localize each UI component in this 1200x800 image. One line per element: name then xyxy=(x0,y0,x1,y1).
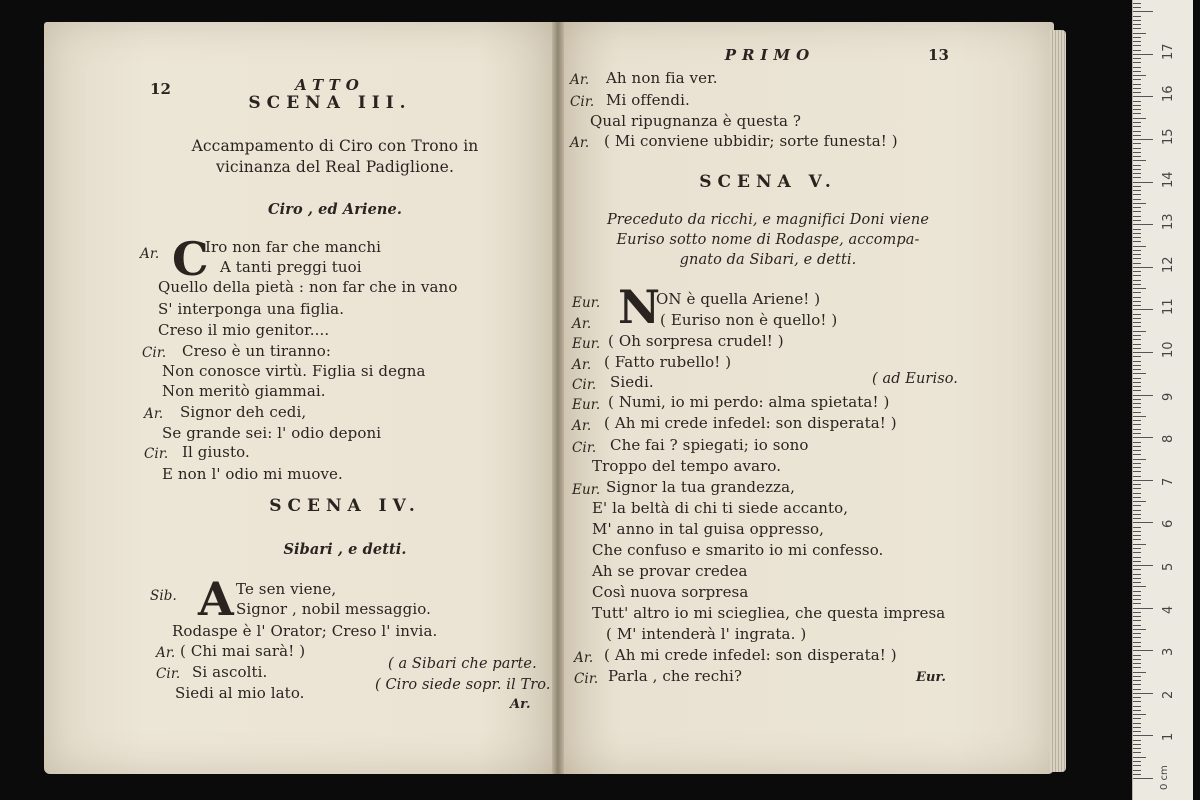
ruler-tick xyxy=(1133,471,1141,472)
ruler-tick xyxy=(1133,603,1141,604)
verse-line: ( Oh sorpresa crudel! ) xyxy=(608,332,784,350)
ruler-number: 9 xyxy=(1161,392,1176,401)
ruler-tick xyxy=(1133,122,1141,123)
ruler-tick xyxy=(1133,344,1141,345)
ruler-tick xyxy=(1133,54,1153,55)
speaker: Cir. xyxy=(572,377,597,393)
ruler-tick xyxy=(1133,88,1141,89)
scena-iii-characters: Ciro , ed Ariene. xyxy=(267,201,403,218)
ruler-number: 4 xyxy=(1161,605,1176,614)
ruler-number: 1 xyxy=(1161,733,1176,742)
ruler-tick xyxy=(1133,233,1141,234)
verse-line: Tutt' altro io mi sciegliea, che questa impresa xyxy=(592,604,946,622)
ruler-tick xyxy=(1133,505,1141,506)
ruler-number: 14 xyxy=(1161,171,1176,188)
verse-line: ( Ah mi crede infedel: son disperata! ) xyxy=(604,414,897,432)
ruler-tick xyxy=(1133,770,1141,771)
ruler-tick xyxy=(1133,288,1146,289)
ruler-tick xyxy=(1133,135,1141,136)
speaker: Ar. xyxy=(140,246,160,262)
ruler-tick xyxy=(1133,565,1153,566)
speaker: Ar. xyxy=(572,357,592,373)
ruler-tick xyxy=(1133,429,1141,430)
ruler-tick xyxy=(1133,697,1141,698)
ruler-tick xyxy=(1133,582,1141,583)
ruler-tick xyxy=(1133,263,1141,264)
ruler-tick xyxy=(1133,229,1141,230)
ruler-tick xyxy=(1133,348,1141,349)
verse-line: Che fai ? spiegati; io sono xyxy=(610,436,809,454)
verse-line: M' anno in tal guisa oppresso, xyxy=(592,520,825,538)
ruler-tick xyxy=(1133,131,1141,132)
ruler-tick xyxy=(1133,714,1146,715)
ruler-tick xyxy=(1133,424,1141,425)
ruler-tick xyxy=(1133,586,1146,587)
ruler-tick xyxy=(1133,237,1141,238)
ruler-tick xyxy=(1133,84,1141,85)
ruler-tick xyxy=(1133,535,1141,536)
ruler-tick xyxy=(1133,190,1141,191)
ruler-tick xyxy=(1133,655,1141,656)
scena-v-setting-line-3: gnato da Sibari, e detti. xyxy=(679,252,857,268)
ruler-tick xyxy=(1133,386,1141,387)
ruler-tick xyxy=(1133,11,1153,12)
book-gutter xyxy=(552,22,564,774)
ruler-tick xyxy=(1133,254,1141,255)
ruler-tick xyxy=(1133,407,1141,408)
ruler-tick xyxy=(1133,552,1141,553)
ruler-tick xyxy=(1133,735,1153,736)
ruler-number: 13 xyxy=(1161,213,1176,231)
verse-line: Te sen viene, xyxy=(236,580,337,598)
verse-line: Ah non fia ver. xyxy=(606,69,718,87)
speaker: Ar. xyxy=(144,406,164,422)
ruler-number: 16 xyxy=(1161,85,1176,103)
verse-line: Non conosce virtù. Figlia si degna xyxy=(162,362,426,380)
verse-line: Quello della pietà : non far che in vano xyxy=(158,278,458,296)
scena-v-setting-line-2: Euriso sotto nome di Rodaspe, accompa- xyxy=(616,232,920,248)
speaker: Eur. xyxy=(572,482,601,498)
ruler-number: 5 xyxy=(1161,562,1176,571)
ruler-tick xyxy=(1133,493,1141,494)
ruler-tick xyxy=(1133,79,1141,80)
ruler-tick xyxy=(1133,75,1146,76)
speaker: Cir. xyxy=(144,446,169,462)
ruler-tick xyxy=(1133,454,1141,455)
verse-line: ( Euriso non è quello! ) xyxy=(660,311,838,329)
drop-cap: N xyxy=(618,280,661,334)
ruler-tick xyxy=(1133,595,1141,596)
verse-line: Qual ripugnanza è questa ? xyxy=(590,112,802,130)
verse-line: Iro non far che manchi xyxy=(205,238,382,256)
speaker: Sib. xyxy=(150,588,177,604)
right-page-number: 13 xyxy=(928,46,950,64)
ruler-tick xyxy=(1133,335,1141,336)
catchword: Eur. xyxy=(916,670,946,685)
ruler-tick xyxy=(1133,211,1141,212)
ruler-tick xyxy=(1133,101,1141,102)
verse-line: Così nuova sorpresa xyxy=(592,583,749,601)
ruler-tick xyxy=(1133,522,1153,523)
scena-iv-characters: Sibari , e detti. xyxy=(283,541,407,558)
ruler-tick xyxy=(1133,113,1141,114)
speaker: Cir. xyxy=(142,345,167,361)
ruler-tick xyxy=(1133,224,1153,225)
ruler-tick xyxy=(1133,723,1141,724)
ruler-tick xyxy=(1133,58,1141,59)
ruler-tick xyxy=(1133,326,1141,327)
ruler-number: 10 xyxy=(1161,341,1176,358)
right-running-head: PRIMO xyxy=(724,46,816,64)
ruler-tick xyxy=(1133,118,1146,119)
ruler-tick xyxy=(1133,778,1153,779)
ruler-tick xyxy=(1133,28,1141,29)
ruler-tick xyxy=(1133,744,1141,745)
ruler-tick xyxy=(1133,50,1141,51)
ruler-tick xyxy=(1133,207,1141,208)
verse-line: Rodaspe è l' Orator; Creso l' invia. xyxy=(172,622,438,640)
ruler-tick xyxy=(1133,271,1141,272)
verse-line: Se grande sei: l' odio deponi xyxy=(162,424,382,442)
ruler-tick xyxy=(1133,297,1141,298)
ruler-tick xyxy=(1133,612,1141,613)
ruler-tick xyxy=(1133,24,1141,25)
verse-line: Ah se provar credea xyxy=(592,562,748,580)
ruler-number: 17 xyxy=(1161,43,1176,60)
verse-line: ( Ah mi crede infedel: son disperata! ) xyxy=(604,646,897,664)
ruler-tick xyxy=(1133,561,1141,562)
verse-line: ( Mi conviene ubbidir; sorte funesta! ) xyxy=(604,132,898,150)
verse-line: Parla , che rechi? xyxy=(608,667,743,685)
ruler-tick xyxy=(1133,33,1146,34)
scena-v-setting-line-1: Preceduto da ricchi, e magnifici Doni viene xyxy=(606,212,930,228)
ruler-tick xyxy=(1133,625,1141,626)
ruler-tick xyxy=(1133,539,1141,540)
left-page-number: 12 xyxy=(150,80,172,98)
ruler-tick xyxy=(1133,510,1141,511)
ruler-tick xyxy=(1133,109,1141,110)
speaker: Cir. xyxy=(570,94,595,110)
verse-line: Che confuso e smarito io mi confesso. xyxy=(592,541,884,559)
ruler-tick xyxy=(1133,476,1141,477)
ruler-tick xyxy=(1133,182,1153,183)
ruler-tick xyxy=(1133,437,1153,438)
ruler-tick xyxy=(1133,569,1141,570)
ruler-tick xyxy=(1133,629,1146,630)
ruler-tick xyxy=(1133,608,1153,609)
ruler-tick xyxy=(1133,718,1141,719)
ruler-tick xyxy=(1133,241,1141,242)
drop-cap: A xyxy=(198,572,234,626)
ruler-tick xyxy=(1133,160,1146,161)
ruler-tick xyxy=(1133,322,1141,323)
ruler-tick xyxy=(1133,139,1153,140)
ruler-tick xyxy=(1133,246,1146,247)
ruler-tick xyxy=(1133,186,1141,187)
speaker: Cir. xyxy=(156,666,181,682)
ruler-number: 11 xyxy=(1161,298,1176,316)
ruler-tick xyxy=(1133,727,1141,728)
verse-line: E' la beltà di chi ti siede accanto, xyxy=(592,499,849,517)
ruler-tick xyxy=(1133,616,1141,617)
ruler-tick xyxy=(1133,356,1141,357)
ruler-tick xyxy=(1133,92,1141,93)
ruler-tick xyxy=(1133,194,1141,195)
verse-line: Il giusto. xyxy=(182,443,250,461)
ruler-tick xyxy=(1133,203,1146,204)
ruler-tick xyxy=(1133,275,1141,276)
ruler-tick xyxy=(1133,3,1141,4)
ruler-tick xyxy=(1133,258,1141,259)
ruler-tick xyxy=(1133,642,1141,643)
ruler-tick xyxy=(1133,156,1141,157)
ruler-tick xyxy=(1133,305,1141,306)
ruler-tick xyxy=(1133,71,1141,72)
ruler-tick xyxy=(1133,314,1141,315)
ruler-tick xyxy=(1133,126,1141,127)
speaker: Ar. xyxy=(156,645,176,661)
speaker: Eur. xyxy=(572,295,601,311)
ruler-tick xyxy=(1133,518,1141,519)
ruler-tick xyxy=(1133,292,1141,293)
ruler-tick xyxy=(1133,591,1141,592)
ruler-tick xyxy=(1133,369,1141,370)
speaker: Cir. xyxy=(574,671,599,687)
ruler-tick xyxy=(1133,395,1153,396)
speaker: Ar. xyxy=(572,316,592,332)
ruler-tick xyxy=(1133,152,1141,153)
speaker: Ar. xyxy=(572,418,592,434)
measuring-ruler xyxy=(1132,0,1193,800)
ruler-tick xyxy=(1133,143,1141,144)
ruler-number: 15 xyxy=(1161,128,1176,145)
ruler-tick xyxy=(1133,467,1141,468)
stage-direction: ( Ciro siede sopr. il Tro. xyxy=(375,677,551,693)
ruler-unit: 0 cm xyxy=(1159,765,1170,790)
ruler-tick xyxy=(1133,352,1153,353)
ruler-tick xyxy=(1133,710,1141,711)
ruler-tick xyxy=(1133,637,1141,638)
ruler-tick xyxy=(1133,403,1141,404)
page-edges xyxy=(1050,30,1066,772)
verse-line: ( Fatto rubello! ) xyxy=(604,353,732,371)
ruler-tick xyxy=(1133,365,1141,366)
verse-line: Signor , nobil messaggio. xyxy=(236,600,431,618)
speaker: Ar. xyxy=(570,135,590,151)
ruler-tick xyxy=(1133,399,1141,400)
ruler-tick xyxy=(1133,689,1141,690)
ruler-tick xyxy=(1133,701,1141,702)
ruler-tick xyxy=(1133,105,1141,106)
ruler-tick xyxy=(1133,67,1141,68)
verse-line: ( Chi mai sarà! ) xyxy=(180,642,306,660)
ruler-tick xyxy=(1133,45,1141,46)
ruler-tick xyxy=(1133,650,1153,651)
ruler-tick xyxy=(1133,41,1141,42)
verse-line: Si ascolti. xyxy=(192,663,268,681)
ruler-tick xyxy=(1133,20,1141,21)
ruler-tick xyxy=(1133,484,1141,485)
ruler-tick xyxy=(1133,450,1141,451)
stage-direction: ( a Sibari che parte. xyxy=(388,656,537,672)
ruler-tick xyxy=(1133,7,1141,8)
ruler-tick xyxy=(1133,774,1141,775)
ruler-tick xyxy=(1133,748,1141,749)
ruler-tick xyxy=(1133,765,1141,766)
ruler-tick xyxy=(1133,757,1146,758)
ruler-tick xyxy=(1133,373,1146,374)
ruler-tick xyxy=(1133,752,1141,753)
speaker: Cir. xyxy=(572,440,597,456)
ruler-tick xyxy=(1133,761,1141,762)
catchword: Ar. xyxy=(510,697,531,712)
ruler-tick xyxy=(1133,527,1141,528)
ruler-tick xyxy=(1133,684,1141,685)
ruler-tick xyxy=(1133,672,1146,673)
scena-iii-setting-line-2: vicinanza del Real Padiglione. xyxy=(216,158,454,176)
ruler-tick xyxy=(1133,177,1141,178)
ruler-tick xyxy=(1133,382,1141,383)
verse-line: Siedi al mio lato. xyxy=(175,684,305,702)
left-running-head: ATTO xyxy=(295,76,365,94)
speaker: Ar. xyxy=(574,650,594,666)
verse-line: ( Numi, io mi perdo: alma spietata! ) xyxy=(608,393,890,411)
ruler-tick xyxy=(1133,62,1141,63)
ruler-tick xyxy=(1133,331,1146,332)
ruler-tick xyxy=(1133,280,1141,281)
scena-v-title: SCENA V. xyxy=(699,172,837,192)
ruler-tick xyxy=(1133,557,1141,558)
ruler-tick xyxy=(1133,433,1141,434)
ruler-tick xyxy=(1133,599,1141,600)
ruler-tick xyxy=(1133,646,1141,647)
ruler-tick xyxy=(1133,731,1141,732)
verse-line: Signor la tua grandezza, xyxy=(606,478,795,496)
ruler-tick xyxy=(1133,318,1141,319)
ruler-tick xyxy=(1133,267,1153,268)
ruler-tick xyxy=(1133,148,1141,149)
verse-line: ( M' intenderà l' ingrata. ) xyxy=(606,625,807,643)
verse-line: E non l' odio mi muove. xyxy=(162,465,343,483)
ruler-tick xyxy=(1133,676,1141,677)
verse-line: Creso è un tiranno: xyxy=(182,342,331,360)
ruler-tick xyxy=(1133,501,1146,502)
ruler-tick xyxy=(1133,216,1141,217)
verse-line: Creso il mio genitor.... xyxy=(158,321,330,339)
ruler-tick xyxy=(1133,37,1141,38)
ruler-tick xyxy=(1133,497,1141,498)
ruler-tick xyxy=(1133,284,1141,285)
ruler-tick xyxy=(1133,667,1141,668)
ruler-tick xyxy=(1133,693,1153,694)
verse-line: Mi offendi. xyxy=(606,91,690,109)
ruler-tick xyxy=(1133,463,1141,464)
ruler-number: 12 xyxy=(1161,256,1176,273)
ruler-tick xyxy=(1133,339,1141,340)
ruler-tick xyxy=(1133,412,1141,413)
verse-line: S' interponga una figlia. xyxy=(158,300,345,318)
ruler-tick xyxy=(1133,459,1146,460)
drop-cap: C xyxy=(172,232,209,286)
ruler-tick xyxy=(1133,680,1141,681)
ruler-tick xyxy=(1133,442,1141,443)
verse-line: Siedi. xyxy=(610,373,654,391)
scena-iii-setting-line-1: Accampamento di Ciro con Trono in xyxy=(191,137,479,155)
speaker: Eur. xyxy=(572,397,601,413)
ruler-tick xyxy=(1133,514,1141,515)
ruler-tick xyxy=(1133,169,1141,170)
ruler-tick xyxy=(1133,740,1141,741)
ruler-number: 2 xyxy=(1161,690,1176,699)
verse-line: Troppo del tempo avaro. xyxy=(592,457,782,475)
ruler-tick xyxy=(1133,173,1141,174)
ruler-tick xyxy=(1133,544,1146,545)
ruler-tick xyxy=(1133,220,1141,221)
ruler-tick xyxy=(1133,659,1141,660)
scena-iv-title: SCENA IV. xyxy=(269,496,421,516)
ruler-number: 7 xyxy=(1161,477,1176,486)
ruler-tick xyxy=(1133,96,1153,97)
verse-line: A tanti preggi tuoi xyxy=(220,258,362,276)
ruler-number: 8 xyxy=(1161,434,1176,444)
ruler-tick xyxy=(1133,574,1141,575)
ruler-number: 3 xyxy=(1161,647,1176,657)
verse-line: Non meritò giammai. xyxy=(162,382,326,400)
ruler-tick xyxy=(1133,16,1141,17)
ruler-tick xyxy=(1133,309,1153,310)
ruler-tick xyxy=(1133,663,1141,664)
ruler-tick xyxy=(1133,416,1146,417)
ruler-tick xyxy=(1133,250,1141,251)
ruler-tick xyxy=(1133,301,1141,302)
ruler-tick xyxy=(1133,446,1141,447)
ruler-tick xyxy=(1133,488,1141,489)
verse-line: Signor deh cedi, xyxy=(180,403,307,421)
ruler-tick xyxy=(1133,578,1141,579)
ruler-tick xyxy=(1133,480,1153,481)
ruler-tick xyxy=(1133,199,1141,200)
speaker: Ar. xyxy=(570,72,590,88)
scena-iii-title: SCENA III. xyxy=(248,93,412,113)
ruler-tick xyxy=(1133,420,1141,421)
ruler-tick xyxy=(1133,165,1141,166)
ruler-tick xyxy=(1133,706,1141,707)
ruler-tick xyxy=(1133,620,1141,621)
verse-line: ON è quella Ariene! ) xyxy=(656,290,821,308)
stage-direction: ( ad Euriso. xyxy=(872,371,959,387)
ruler-tick xyxy=(1133,361,1141,362)
ruler-number: 6 xyxy=(1161,520,1176,529)
ruler-tick xyxy=(1133,390,1141,391)
ruler-tick xyxy=(1133,633,1141,634)
ruler-tick xyxy=(1133,378,1141,379)
speaker: Eur. xyxy=(572,336,601,352)
ruler-tick xyxy=(1133,531,1141,532)
ruler-tick xyxy=(1133,548,1141,549)
